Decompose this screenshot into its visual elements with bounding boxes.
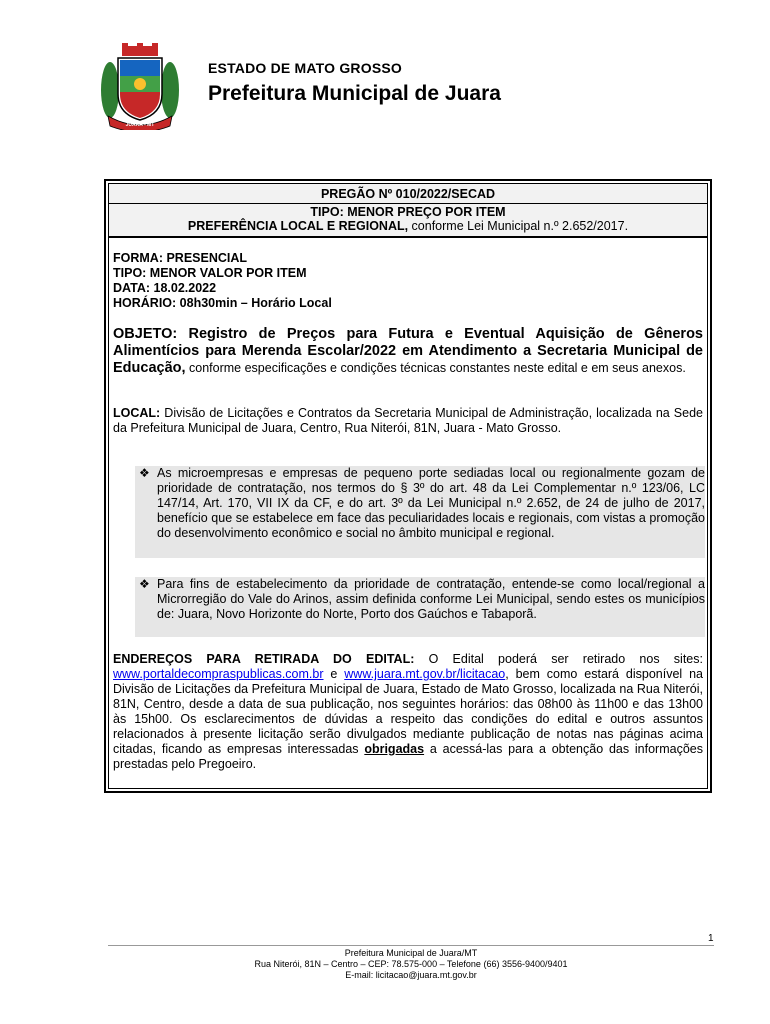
page-number: 1 — [708, 933, 714, 944]
bullet-text: Para fins de estabelecimento da prioridade de contratação, entende-se como local/regional a Microrregião do Vale do Arinos, assim definida conforme Lei Municipal, sendo estes os municípios de: Juara, Novo Horizonte do Norte, Porto dos Gaúchos e Tabaporã. — [157, 577, 705, 621]
bullet-text: As microempresas e empresas de pequeno porte sediadas local ou regionalmente gozam de prioridade de contratação, nos termos do § 3º do art. 48 da Lei Complementar n.º 123/06, LC 147/14, Art. 170, VII IX da CF, e do art. 3º da Lei Municipal n.º 2.652, de 24 de julho de 2017, benefício que se estabelece em face das peculiaridades locais e regionais, com vistas a promoção do desenvolvimento econômico e social no âmbito municipal e regional. — [157, 466, 705, 540]
footer-line-1: Prefeitura Municipal de Juara/MT — [344, 948, 478, 958]
enderecos-text: e — [323, 667, 345, 681]
objeto-bold-text: Registro de Preços para Futura e Eventual Aquisição de Gêneros Alimentícios para Merenda Escolar/2022 em Atendimento a Secretaria Municipal de Educação, — [113, 326, 703, 376]
enderecos-label: ENDEREÇOS PARA RETIRADA DO EDITAL: — [113, 652, 415, 666]
preferencia-normal: conforme Lei Municipal n.º 2.652/2017. — [408, 219, 629, 233]
preferencia-bold: PREFERÊNCIA LOCAL E REGIONAL, — [187, 219, 409, 233]
footer-email: E-mail: licitacao@juara.mt.gov.br — [345, 970, 477, 980]
forma-line: FORMA: PRESENCIAL — [113, 251, 248, 265]
tipo-title: TIPO: MENOR PREÇO POR ITEM — [109, 203, 707, 219]
diamond-bullet-icon: ❖ — [139, 466, 150, 480]
objeto-normal-text: conforme especificações e condições técnicas constantes neste edital e em seus anexos. — [185, 361, 686, 375]
bullet-item — [135, 466, 705, 558]
prefeitura-name: Prefeitura Municipal de Juara — [208, 82, 501, 105]
objeto-label: OBJETO: — [113, 326, 178, 342]
objeto-paragraph — [113, 326, 703, 377]
tipo-line: TIPO: MENOR VALOR POR ITEM — [113, 266, 307, 280]
state-name: ESTADO DE MATO GROSSO — [208, 60, 402, 76]
enderecos-text: , bem como estará disponível na Divisão de Licitações da Prefeitura Municipal de Juara, Estado de Mato Grosso, localizada na Rua Niterói, 81N, Centro, desde a data de sua publicação, nos seguintes horários: das 08h00 às 11h00 e das 13h00 às 15h00. Os esclarecimentos de dúvidas a respeito das condições do edital e outros assuntos relacionados à presente licitação serão divulgados mediante publicação de notas nas páginas acima citadas, ficando as empresas interessadas — [113, 667, 704, 756]
local-text: Divisão de Licitações e Contratos da Secretaria Municipal de Administração, localizada na Sede da Prefeitura Municipal de Juara, Centro, Rua Niterói, 81N, Juara - Mato Grosso. — [113, 406, 703, 435]
horario-line: HORÁRIO: 08h30min – Horário Local — [113, 296, 332, 310]
enderecos-paragraph — [113, 652, 703, 772]
local-paragraph — [113, 406, 703, 436]
info-block — [113, 251, 703, 311]
page-header — [100, 42, 700, 132]
pregao-number: PREGÃO Nº 010/2022/SECAD — [320, 187, 496, 201]
juara-licitacao-link[interactable]: www.juara.mt.gov.br/licitacao — [344, 667, 506, 681]
edital-box-inner — [108, 183, 708, 789]
coat-of-arms-icon — [100, 42, 180, 130]
data-line: DATA: 18.02.2022 — [113, 281, 217, 295]
preferencia-line — [109, 219, 707, 233]
footer-divider — [108, 945, 714, 946]
seal-text: JUARA - MT — [125, 122, 155, 128]
portal-compras-link[interactable]: www.portaldecompraspublicas.com.br — [113, 667, 324, 681]
obrigadas-text: obrigadas — [364, 742, 425, 756]
bullet-item — [135, 577, 705, 637]
title-block — [109, 184, 707, 238]
local-label: LOCAL: — [113, 406, 161, 420]
edital-box — [104, 179, 712, 793]
enderecos-text: O Edital poderá ser retirado nos sites: — [414, 652, 703, 666]
enderecos-text: a acessá-las para a obtenção das informações prestadas pelo Pregoeiro. — [113, 742, 703, 771]
diamond-bullet-icon: ❖ — [139, 577, 150, 591]
footer-line-2: Rua Niterói, 81N – Centro – CEP: 78.575-000 – Telefone (66) 3556-9400/9401 — [254, 959, 568, 969]
